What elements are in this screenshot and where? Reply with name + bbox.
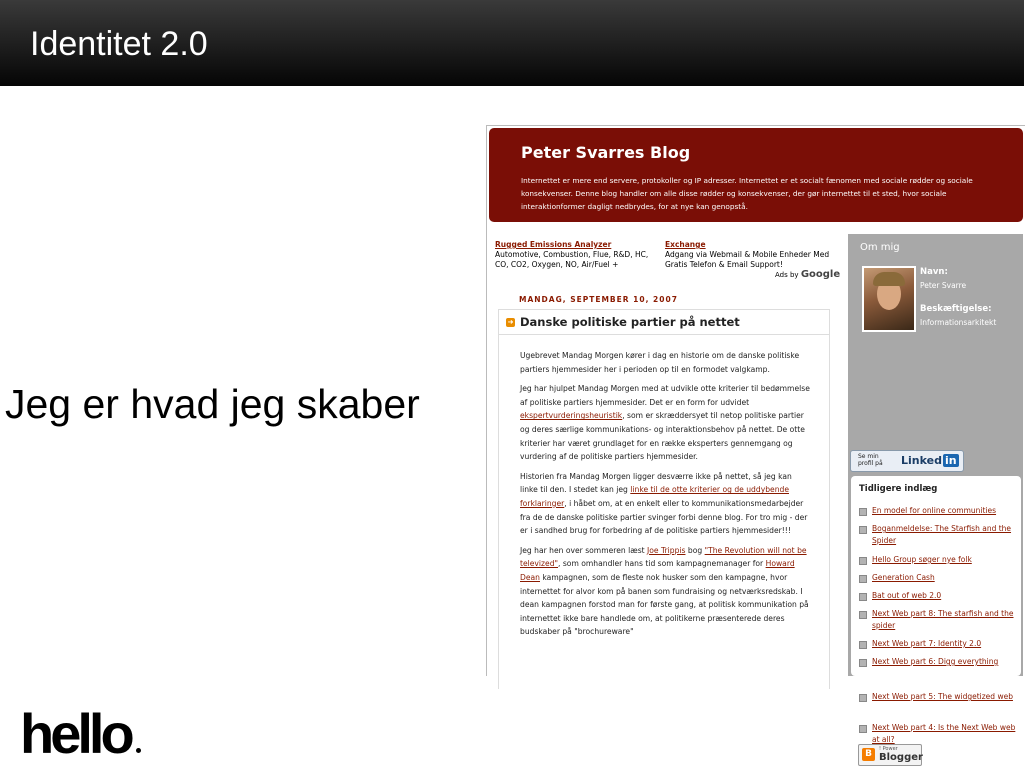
archive-link[interactable]: Next Web part 6: Digg everything [872,657,999,666]
ad-item [495,240,663,270]
post-text: Jeg har hjulpet Mandag Morgen med at udvikle otte kriterier til bedømmelse af politiske partiers hjemmesider. Det er en form for udvidet [520,384,810,407]
blog-screenshot [486,125,1025,763]
name-label: Navn: [920,267,948,277]
archive-item [859,590,1017,602]
linkedin-brand: Linked [901,454,942,467]
about-heading: Om mig [860,242,900,253]
archive-box [851,476,1021,676]
ads-by-google[interactable] [775,270,840,280]
bullet-icon [859,725,867,733]
logo-dot [136,748,141,753]
archive-item [859,656,1017,668]
post-paragraph [520,382,810,464]
hello-logo [20,704,141,764]
post-link[interactable]: linke til de otte kriterier og de uddybende forklaringer [520,485,789,508]
bullet-icon [859,611,867,619]
post-text: , som er skræddersyet til netop politiske partier og deres særlige kommunikations- og interaktionsbehov på nettet. De otte kriterier har været grundlaget for en række eksperters gennemgang og vurdering af de politiske partiers hjemmesider. [520,411,805,462]
powered-by-blogger-badge[interactable] [858,744,922,766]
post-text: kampagnen, som de fleste nok husker som den kampagne, hvor internettet for alvor kom på banen som fundraising og netværksredskab. I dean kampagnen forstod man for første gang, at politisk kommunikation på internettet ikke bare handlede om, at politikerne præsenterede deres budskaber på "brochureware" [520,572,809,637]
archive-heading: Tidligere indlæg [859,484,938,494]
post-body [520,349,810,645]
name-value[interactable]: Peter Svarre [920,281,967,290]
archive-link[interactable]: Hello Group søger nye folk [872,555,972,564]
archive-item [859,523,1017,547]
ad-text: Automotive, Combustion, Flue, R&D, HC, CO, CO2, Oxygen, NO, Air/Fuel + [495,250,649,269]
slide-header [0,0,1024,86]
post-paragraph: Ugebrevet Mandag Morgen kører i dag en historie om de danske politiske partiers hjemmesider her i perioden op til en formodet valgkamp. [520,351,800,374]
slide-subtitle: Jeg er hvad jeg skaber [5,381,420,427]
profile-photo[interactable] [862,266,916,332]
archive-link[interactable]: Bat out of web 2.0 [872,591,942,600]
blog-sidebar [848,234,1023,763]
arrow-icon: ➜ [507,318,514,326]
post-title-row [499,309,829,335]
linkedin-small-text: Se min profil på [858,453,883,467]
blog-title[interactable]: Peter Svarres Blog [521,143,691,162]
post-text: , som omhandler hans tid som kampagnemanager for [558,559,766,569]
post-title[interactable]: Danske politiske partier på nettet [520,315,740,329]
archive-link[interactable]: Next Web part 7: Identity 2.0 [872,639,982,648]
blogger-name: Blogger [879,752,923,763]
bullet-icon [859,508,867,516]
archive-item [859,554,1017,566]
post-text: Jeg har hen over sommeren læst [520,545,648,555]
ads-by-prefix: Ads by [775,271,799,279]
post-link[interactable]: Joe Trippis [647,545,686,555]
bullet-icon [859,659,867,667]
ad-title-link[interactable]: Exchange [665,240,706,249]
ad-text: Adgang via Webmail & Mobile Enheder Med Gratis Telefon & Email Support! [665,250,830,269]
linkedin-logo [901,454,959,467]
post-text: , i håbet om, at en enkelt eller to kommunikationsmedarbejder fra de de danske politiske partier svinger forbi denne blog. For tro mig - der er i sandhed brug for forbedring af de politiske partiers hjemmesider!!! [520,498,808,536]
bullet-icon [859,593,867,601]
archive-item [859,608,1017,632]
blog-header [489,128,1023,222]
archive-link[interactable]: En model for online communities [872,506,997,515]
archive-item [859,722,1017,746]
archive-item [859,691,1017,703]
post-link[interactable]: "The Revolution will not be televized" [520,545,807,569]
linkedin-badge[interactable] [850,450,964,472]
archive-link[interactable]: Next Web part 4: Is the Next Web web at all? [872,723,1016,744]
archive-item [859,505,1017,517]
hair-shape [873,272,905,286]
bullet-icon [859,557,867,565]
job-label: Beskæftigelse: [920,304,992,314]
archive-item [859,638,1017,650]
archive-item [859,572,1017,584]
blog-description: Internettet er mere end servere, protokoller og IP adresser. Internettet er et socialt fænomen med sociale rødder og sociale konsekvenser. Denne blog handler om alle disse rødder og konsekvenser, der gør internettet til et sted, hvor sociale interaktionformer dagligt nedbrydes, for at nye kan genopstå. [521,176,973,211]
post-link[interactable]: Howard Dean [520,559,795,582]
archive-link[interactable]: Next Web part 5: The widgetized web [872,692,1013,701]
bullet-icon [859,575,867,583]
archive-link[interactable]: Generation Cash [872,573,935,582]
archive-link[interactable]: Next Web part 8: The starfish and the spider [872,609,1014,630]
post-date: MANDAG, SEPTEMBER 10, 2007 [519,295,678,304]
ads-by-brand: Google [800,269,841,280]
blogger-small-text: ! Power [879,746,898,752]
slide-title: Identitet 2.0 [30,25,208,63]
post [498,309,830,689]
post-link[interactable]: ekspertvurderingsheuristik [520,411,623,421]
ad-item [665,240,835,270]
ad-title-link[interactable]: Rugged Emissions Analyzer [495,240,612,249]
job-value: Informationsarkitekt [920,318,997,327]
bullet-icon [859,641,867,649]
archive-link[interactable]: Boganmeldelse: The Starfish and the Spider [872,524,1012,545]
post-text: Historien fra Mandag Morgen ligger desværre ikke på nettet, så jeg kan linke til den. I stedet kan jeg [520,471,792,495]
bullet-icon [859,694,867,702]
post-text: bog [685,545,705,555]
blogger-icon: B [862,748,875,761]
post-paragraph [520,470,810,538]
bullet-icon [859,526,867,534]
linkedin-in-icon: in [944,454,957,467]
post-paragraph [520,544,810,639]
logo-text: hello [20,702,131,765]
